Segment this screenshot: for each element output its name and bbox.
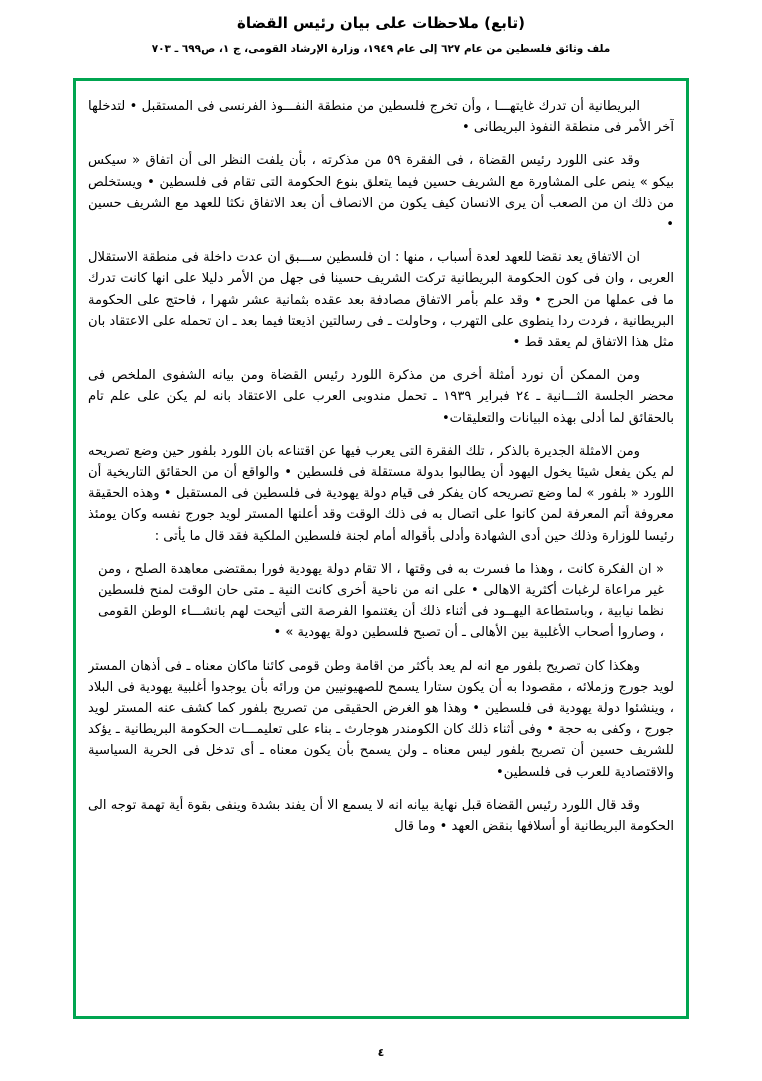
document-body <box>88 96 674 1007</box>
source-citation: ملف وثائق فلسطين من عام ٦٢٧ إلى عام ١٩٤٩، وزارة الإرشاد القومى، ج ١، ص٦٩٩ ـ ٧٠٣ <box>151 42 611 55</box>
paragraph: وهكذا كان تصريح بلفور مع انه لم يعد بأكثر من اقامة وطن قومى كائنا ماكان معناه ـ فى أذهان المستر لويد جورج وزملائه ، مقصودا به أن يكون ستارا يسمح للصهيونيين من ورائه بأن يوجدوا أغلبية يهودية فى البلاد ، وينشئوا دولة يهودية فى فلسطين • وهذا هو الغرض الحقيقى من تصريح بلفور كما كشف عنه المستر لويد جورج ، وكفى به حجة • وفى أثناء ذلك كان الكومندر هوجارث ـ بناء على تعليمـــات الحكومة البريطانية ـ يؤكد للشريف حسين أن تصريح بلفور ليس معناه ـ ولن يسمح بأن يكون معناه ـ أى تدخل فى الحرية السياسية والاقتصادية للعرب فى فلسطين• <box>88 658 674 780</box>
paragraph: ومن الممكن أن نورد أمثلة أخرى من مذكرة اللورد رئيس القضاة ومن بيانه الشفوى الملخص فى محضر الجلسة الثـــانية ـ ٢٤ فبراير ١٩٣٩ ـ تحمل مندوبى العرب على الاعتقاد بانه لم يكن على علم تام بالحقائق لما أدلى بهذه البيانات والتعليقات• <box>88 368 674 426</box>
paragraph: ومن الامثلة الجديرة بالذكر ، تلك الفقرة التى يعرب فيها عن اقتناعه بان اللورد بلفور حين وضع تصريحه لم يكن يفعل شيئا يخول اليهود أن يطالبوا بدولة مستقلة فى فلسطين • والواقع أن من الحقائق التاريخية أن اللورد « بلفور » لما وضع تصريحه كان يفكر فى قيام دولة يهودية فى فلسطين فى المستقبل • وهذه الحقيقة معروفة أتم المعرفة لمن كانوا على اتصال به فى ذلك الوقت وقد أعلنها المستر لويد جورج نفسه وكان يومئذ رئيسا للوزارة وذلك حين أدى الشهادة وأدلى بأقواله أمام لجنة فلسطين الملكية فقد قال ما يأتى : <box>88 443 674 544</box>
page-header <box>0 0 762 55</box>
block-quote: « ان الفكرة كانت ، وهذا ما فسرت به فى وقتها ، الا تقام دولة يهودية فورا بمقتضى معاهدة الصلح ، ومن غير مراعاة لرغبات أكثرية الاهالى • على انه من ناحية أخرى كانت النية ـ متى حان الوقت لمنح فلسطين نظما نيابية ، وباستطاعة اليهــود فى أثناء ذلك أن يغتنموا الفرصة التى أتيحت لهم بانشـــاء الوطن القومى ، وصاروا أصحاب الأغلبية بين الأهالى ـ أن تصبح فلسطين دولة يهودية » • <box>98 561 664 641</box>
paragraph: ان الاتفاق يعد نقضا للعهد لعدة أسباب ، منها : ان فلسطين ســـبق ان عدت داخلة فى منطقة الاستقلال العربى ، وان فى كون الحكومة البريطانية تركت الشريف حسينا فى جهل من الأمر دليلا على انها كانت تدرك ما فى عملها من الحرج • وقد علم بأمر الاتفاق مصادفة بعد عقده بثمانية عشر شهرا ، فاحتج على الحكومة البريطانية ، فردت ردا ينطوى على التهرب ، وحاولت ـ فى رسالتين اذيعتا فيما بعد ـ ان تحمله على الاعتقاد بان مثل هذا الاتفاق لم يعقد قط • <box>88 250 674 351</box>
paragraph: وقد قال اللورد رئيس القضاة قبل نهاية بيانه انه لا يسمع الا أن يفند بشدة وينفى بقوة أية تهمة توجه الى الحكومة البريطانية أو أسلافها بنقض العهد • وما قال <box>88 797 674 835</box>
paragraph: وقد عنى اللورد رئيس القضاة ، فى الفقرة ٥٩ من مذكرته ، بأن يلفت النظر الى أن اتفاق « سيكس بيكو » ينص على المشاورة مع الشريف حسين فيما يتعلق بنوع الحكومة التى تقام فى فلسطين • ويستخلص من ذلك ان من الصعب أن يرى الانسان كيف يكون من الانصاف أن بعد الاتفاق نكثا للعهد مع الشريف حسين • <box>88 153 674 233</box>
paragraph: البريطانية أن تدرك غايتهـــا ، وأن تخرج فلسطين من منطقة النفـــوذ الفرنسى فى المستقبل • لتدخلها آخر الأمر فى منطقة النفوذ البريطانى • <box>88 99 674 136</box>
page-number: ٤ <box>377 1046 385 1059</box>
page-title: (تابع) ملاحظات على بيان رئيس القضاة <box>237 14 525 32</box>
